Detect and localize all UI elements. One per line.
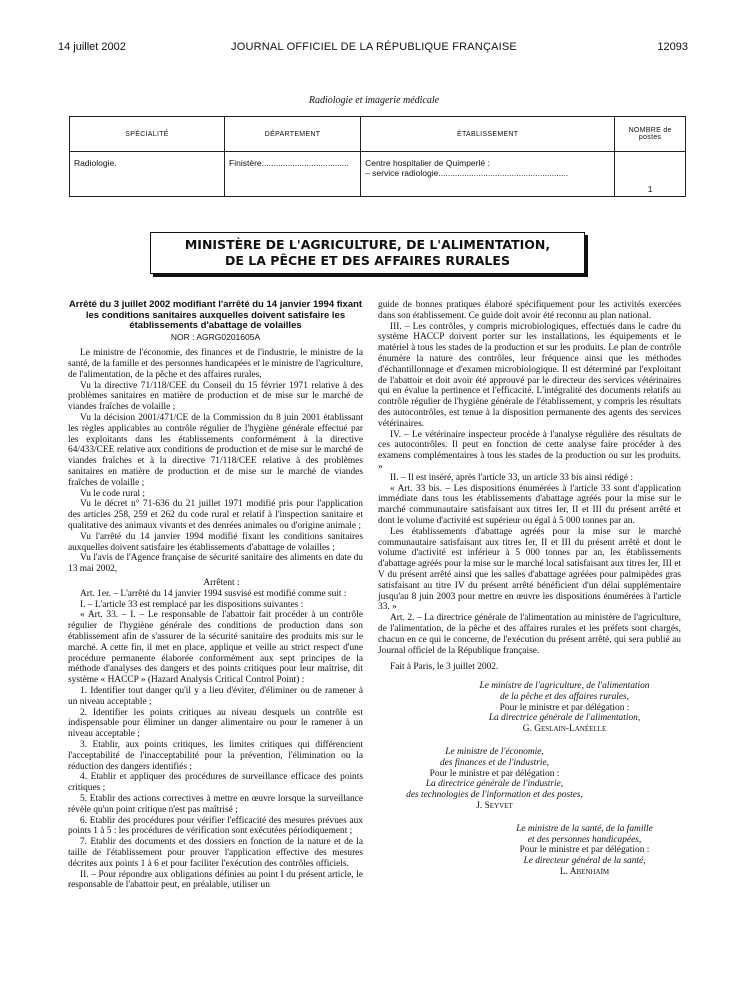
- list-item: 4. Etablir et appliquer des procédures de surveillance efficace des points critiques ;: [68, 772, 363, 794]
- list-item: 3. Etablir, aux points critiques, les limites critiques qui différencient l'acceptabilité de l'inacceptabilité pour la prévention, l'élimination ou la réduction des dangers identifiés ;: [68, 739, 363, 772]
- left-column: [68, 300, 363, 891]
- table-caption: Radiologie et imagerie médicale: [308, 95, 440, 106]
- nor-reference: NOR : AGRG0201605A: [170, 331, 261, 342]
- cell-departement: Finistère.....................................: [225, 152, 361, 197]
- col-header-specialite: SPÉCIALITÉ: [70, 117, 225, 152]
- right-column: [378, 300, 681, 878]
- signature-line: Pour le ministre et par délégation :: [519, 845, 650, 856]
- signatory-name: G. Geslain-Lanéelle: [522, 724, 607, 735]
- list-item: 5. Etablir des actions correctives à mettre en œuvre lorsque la surveillance révèle qu'un point critique n'est pas maîtrisé ;: [68, 793, 363, 815]
- col-header-nombre: NOMBRE de postes: [615, 117, 686, 152]
- paragraph: guide de bonnes pratiques élaboré spécifiquement pour les activités exercées dans son établissement. Ce guide doit avoir été reconnu au plan national.: [378, 300, 681, 321]
- paragraph: II. – Pour répondre aux obligations définies au point I du présent article, le responsable de l'abattoir peut, en préalable, utiliser un: [68, 869, 363, 891]
- paragraph: Vu la directive 71/118/CEE du Conseil du 15 février 1971 relative à des problèmes sanitaires en matière de production et de mise sur le marché de viandes fraîches de volaille ;: [68, 380, 363, 413]
- signature-line: La directrice générale de l'alimentation,: [488, 713, 641, 724]
- list-item: 1. Identifier tout danger qu'il y a lieu d'éviter, d'éliminer ou de ramener à un niveau acceptable ;: [68, 686, 363, 707]
- paragraph: Les établissements d'abattage agréés pour la mise sur le marché communautaire satisfaisant aux titres Ier, II et III du présent arrêté et dont le volume d'activité est inférieur à 5 000 tonnes par an, les établissements d'abattage agréés pour la mise sur le marché local satisfaisant aux titres Ier, III et V du présent arrêté ainsi que les salles d'abattage agréées pour palmipèdes gras satisfaisant au titre IV du présent arrêté bénéficient d'un délai supplémentaire jusqu'au 8 juin 2003 pour mettre en œuvre les dispositions énumérées à l'article 33. »: [378, 526, 681, 613]
- signature-line: de la pêche et des affaires rurales,: [499, 691, 630, 702]
- page-header: [0, 41, 748, 57]
- posts-table: [69, 116, 686, 197]
- paragraph: Vu le code rural ;: [80, 488, 146, 499]
- signature-line: Le ministre de l'agriculture, de l'alimentation: [479, 681, 650, 692]
- arretent-heading: Arrêtent :: [203, 578, 240, 589]
- paragraph: « Art. 33. – I. – Le responsable de l'abattoir fait procéder à un contrôle régulier de l'hygiène générale des conditions de production dans son établissement afin de s'assurer de la sécurité sanitaire des produits mis sur le marché. A cette fin, il met en place, applique et veille au strict respect d'une procédure permanente élaborée conformément aux sept principes de la méthode d'analyses des dangers et des points critiques pour leur maîtrise, dit système « HACCP » (Hazard Analysis Critical Control Point) :: [68, 610, 363, 686]
- article-1: Art. 1er. – L'arrêté du 14 janvier 1994 susvisé est modifié comme suit :: [80, 588, 347, 599]
- cell-specialite: Radiologie.: [70, 152, 225, 197]
- paragraph: II. – Il est inséré, après l'article 33, un article 33 bis ainsi rédigé :: [390, 472, 634, 483]
- signature-line: et des personnes handicapées,: [527, 834, 642, 845]
- list-item: 7. Etablir des documents et des dossiers en fonction de la nature et de la taille de l'établissement pour prouver l'application effective des mesures décrites aux points 1 à 6 et pour faciliter l'exécution des contrôles officiels.: [68, 837, 363, 869]
- header-date: 14 juillet 2002: [58, 41, 126, 53]
- journal-title: JOURNAL OFFICIEL DE LA RÉPUBLIQUE FRANÇAISE: [231, 41, 517, 53]
- signature-line: des finances et de l'industrie,: [439, 757, 550, 768]
- ministry-line-2: DE LA PÊCHE ET DES AFFAIRES RURALES: [225, 253, 510, 268]
- paragraph: Vu le décret n° 71-636 du 21 juillet 1971 modifié pris pour l'application des articles 258, 259 et 262 du code rural et relatif à l'inspection sanitaire et qualitative des animaux vivants et des denrées animales ou d'origine animale ;: [68, 499, 363, 532]
- decree-title: Arrêté du 3 juillet 2002 modifiant l'arrêté du 14 janvier 1994 fixant les conditions sanitaires auxquelles doivent satisfaire les établissements d'abattage de volailles: [68, 299, 363, 331]
- page-number: 12093: [657, 41, 688, 53]
- signatory-name: J. Seyvet: [476, 801, 513, 812]
- signature-block-1: [448, 681, 681, 735]
- etab-line-1: Centre hospitalier de Quimperlé :: [365, 158, 490, 168]
- table-header-row: [70, 117, 686, 152]
- signature-block-2: [378, 747, 611, 812]
- etab-line-2: – service radiologie.......................................................: [365, 168, 569, 178]
- etab-line-2-text: – service radiologie: [365, 168, 439, 178]
- paragraph: Vu la décision 2001/471/CE de la Commission du 8 juin 2001 établissant les règles applicables au contrôle régulier de l'hygiène générale effectué par les exploitants dans les établissements conformément à la directive 64/433/CEE relative aux conditions de production et de mise sur le marché de viandes fraîches et à la directive 71/118/CEE relative à des problèmes sanitaires en matière de production et de mise sur le marché de viandes fraîches de volaille ;: [68, 413, 363, 488]
- signatory-name: L. Abenhaïm: [559, 867, 610, 878]
- cell-nombre: 1: [615, 152, 686, 197]
- signature-line: La directrice générale de l'industrie,: [425, 779, 564, 790]
- list-item: 2. Identifier les points critiques au niveau desquels un contrôle est indispensable pour éliminer un danger alimentaire ou pour le ramener à un niveau acceptable ;: [68, 707, 363, 740]
- ministry-line-1: MINISTÈRE DE L'AGRICULTURE, DE L'ALIMENTATION,: [184, 237, 551, 252]
- paragraph: III. – Les contrôles, y compris microbiologiques, effectués dans le cadre du système HACCP doivent porter sur les installations, les équipements et le matériel à tous les stades de la production et sur les produits. Le plan de contrôle énumère la nature des contrôles, leur fréquence ainsi que les méthodes d'échantillonnage et d'examen microbiologique. Il est déterminé par l'exploitant de l'abattoir et doit avoir été approuvé par le directeur des services vétérinaires qui en évalue la pertinence et l'efficacité. L'intégralité des documents relatifs au contrôle régulier de l'hygiène générale de l'établissement, y compris les résultats des autocontrôles, est tenue à la disposition permanente des agents des services vétérinaires.: [378, 321, 681, 429]
- signature-line: Le ministre de la santé, de la famille: [516, 823, 653, 834]
- signature-block-3: [488, 824, 681, 878]
- article-2: Art. 2. – La directrice générale de l'alimentation au ministère de l'agriculture, de l'alimentation, de la pêche et des affaires rurales et les préfets sont chargés, chacun en ce qui le concerne, de l'exécution du présent arrêté, qui sera publié au Journal officiel de la République française.: [378, 613, 681, 656]
- signature-line: Le directeur général de la santé,: [523, 856, 646, 867]
- signature-line: des technologies de l'information et des postes,: [406, 790, 583, 801]
- col-header-etablissement: ÉTABLISSEMENT: [361, 117, 615, 152]
- paragraph: Vu l'arrêté du 14 janvier 1994 modifié fixant les conditions sanitaires auxquelles doivent satisfaire les établissements d'abattage de volailles ;: [68, 531, 363, 553]
- paragraph: IV. – Le vétérinaire inspecteur procède à l'analyse régulière des résultats de ces autocontrôles. Il peut en fonction de cette analyse faire procéder à des examens complémentaires à tous les stades de la production ou sur les produits. »: [378, 429, 681, 472]
- table-row: [70, 152, 686, 197]
- cell-etablissement: [361, 152, 615, 197]
- paragraph: « Art. 33 bis. – Les dispositions énumérées à l'article 33 sont d'application immédiate dans tous les établissements d'abattage agréés pour la mise sur le marché communautaire satisfaisant aux titres Ier, II et III du présent arrêté et dont le volume d'activité est supérieur ou égal à 5 000 tonnes par an.: [378, 483, 681, 526]
- date-line: Fait à Paris, le 3 juillet 2002.: [390, 662, 499, 673]
- ministry-banner: [150, 232, 585, 274]
- paragraph: I. – L'article 33 est remplacé par les dispositions suivantes :: [80, 599, 304, 610]
- col-header-departement: DÉPARTEMENT: [225, 117, 361, 152]
- signature-line: Pour le ministre et par délégation :: [499, 702, 630, 713]
- paragraph: Vu l'avis de l'Agence française de sécurité sanitaire des aliments en date du 13 mai 2002,: [68, 553, 363, 575]
- paragraph: Le ministre de l'économie, des finances et de l'industrie, le ministre de la santé, de la famille et des personnes handicapées et le ministre de l'agriculture, de l'alimentation, de la pêche et des affaires rurales,: [68, 348, 363, 380]
- signature-line: Pour le ministre et par délégation :: [429, 768, 560, 779]
- departement-text: Finistère: [229, 158, 262, 168]
- list-item: 6. Etablir des procédures pour vérifier l'efficacité des mesures prévues aux points 1 à 5 : les procédures de vérification sont exécutées périodiquement ;: [68, 815, 363, 837]
- signature-line: Le ministre de l'économie,: [445, 747, 544, 758]
